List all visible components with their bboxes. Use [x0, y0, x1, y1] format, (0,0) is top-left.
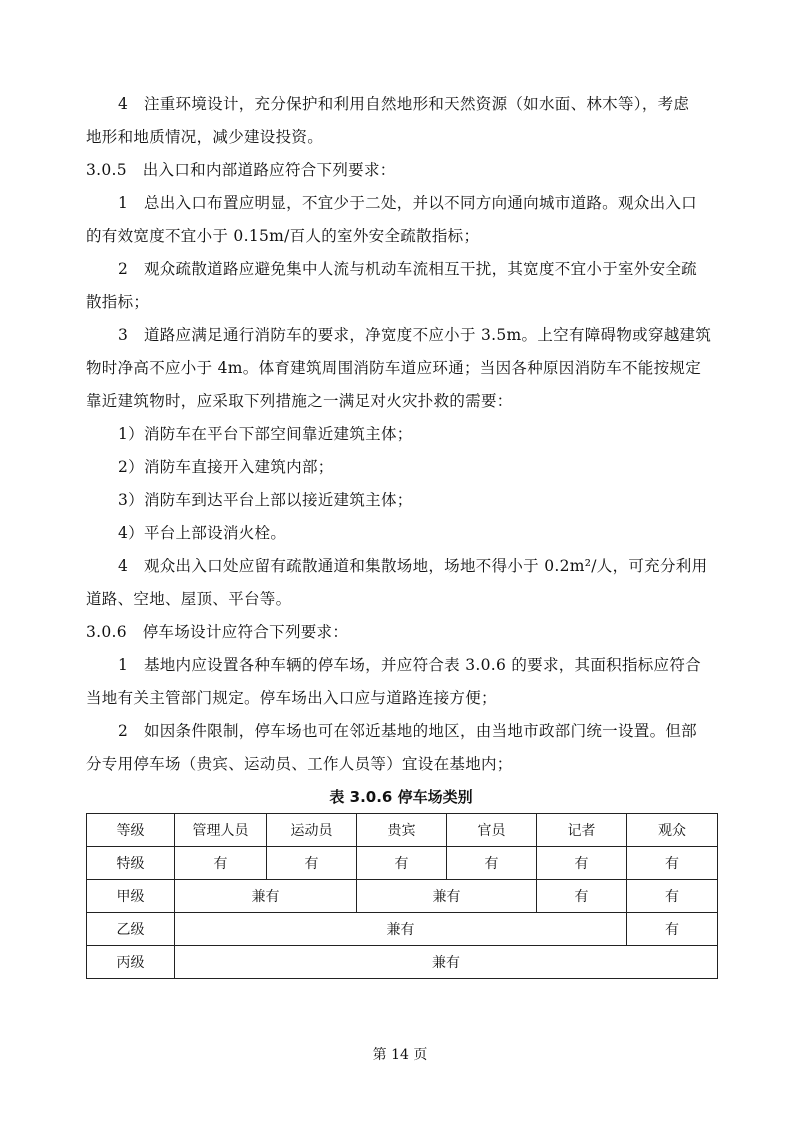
header-cell: 运动员	[267, 814, 357, 847]
grade-cell: 丙级	[87, 946, 175, 979]
paragraph-line: 4 注重环境设计，充分保护和利用自然地形和天然资源（如水面、林木等），考虑	[118, 95, 690, 113]
table-row	[87, 880, 718, 913]
paragraph-line: 道路、空地、屋顶、平台等。	[86, 590, 292, 608]
paragraph-line: 1 基地内应设置各种车辆的停车场，并应符合表 3.0.6 的要求，其面积指标应符合	[118, 656, 701, 674]
table-row	[87, 847, 718, 880]
header-cell: 官员	[447, 814, 537, 847]
paragraph-line: 3 道路应满足通行消防车的要求，净宽度不应小于 3.5m。上空有障碍物或穿越建筑	[118, 326, 712, 344]
header-cell: 管理人员	[175, 814, 267, 847]
parking-category-table	[86, 813, 718, 979]
paragraph-line: 的有效宽度不宜小于 0.15m/百人的室外安全疏散指标；	[86, 227, 480, 245]
list-item: 2）消防车直接开入建筑内部；	[118, 458, 334, 476]
paragraph-line: 分专用停车场（贵宾、运动员、工作人员等）宜设在基地内；	[86, 755, 513, 773]
list-item: 3）消防车到达平台上部以接近建筑主体；	[118, 491, 413, 509]
grade-cell: 特级	[87, 847, 175, 880]
paragraph-line: 2 如因条件限制，停车场也可在邻近基地的地区，由当地市政部门统一设置。但部	[118, 722, 697, 740]
paragraph-line: 2 观众疏散道路应避免集中人流与机动车流相互干扰，其宽度不宜小于室外安全疏	[118, 260, 697, 278]
table-title: 表 3.0.6 停车场类别	[329, 788, 473, 806]
table-cell: 兼有	[175, 880, 357, 913]
header-cell: 观众	[627, 814, 718, 847]
list-item: 1）消防车在平台下部空间靠近建筑主体；	[118, 425, 413, 443]
paragraph-line: 散指标；	[86, 293, 150, 311]
table-cell: 有	[357, 847, 447, 880]
header-cell: 贵宾	[357, 814, 447, 847]
paragraph-line: 地形和地质情况，减少建设投资。	[86, 128, 324, 146]
table-cell: 有	[627, 913, 718, 946]
paragraph-line: 4 观众出入口处应留有疏散通道和集散场地，场地不得小于 0.2m²/人，可充分利用	[118, 557, 708, 575]
list-item: 4）平台上部设消火栓。	[118, 524, 287, 542]
section-heading-3-0-5: 3.0.5 出入口和内部道路应符合下列要求：	[86, 161, 396, 179]
header-cell: 等级	[87, 814, 175, 847]
table-cell: 兼有	[175, 913, 627, 946]
header-cell: 记者	[537, 814, 627, 847]
table-cell: 有	[175, 847, 267, 880]
paragraph-line: 靠近建筑物时，应采取下列措施之一满足对火灾扑救的需要：	[86, 392, 513, 410]
grade-cell: 甲级	[87, 880, 175, 913]
table-cell: 兼有	[175, 946, 718, 979]
table-cell: 兼有	[357, 880, 537, 913]
grade-cell: 乙级	[87, 913, 175, 946]
table-cell: 有	[537, 880, 627, 913]
table-header-row	[87, 814, 718, 847]
table-cell: 有	[627, 880, 718, 913]
table-row	[87, 913, 718, 946]
page-number: 第 14 页	[372, 1047, 428, 1063]
table-row	[87, 946, 718, 979]
section-heading-3-0-6: 3.0.6 停车场设计应符合下列要求：	[86, 623, 349, 641]
table-cell: 有	[447, 847, 537, 880]
paragraph-line: 1 总出入口布置应明显，不宜少于二处，并以不同方向通向城市道路。观众出入口	[118, 194, 697, 212]
table-cell: 有	[267, 847, 357, 880]
table-cell: 有	[627, 847, 718, 880]
table-cell: 有	[537, 847, 627, 880]
paragraph-line: 物时净高不应小于 4m。体育建筑周围消防车道应环通；当因各种原因消防车不能按规定	[86, 359, 701, 377]
paragraph-line: 当地有关主管部门规定。停车场出入口应与道路连接方便；	[86, 689, 497, 707]
